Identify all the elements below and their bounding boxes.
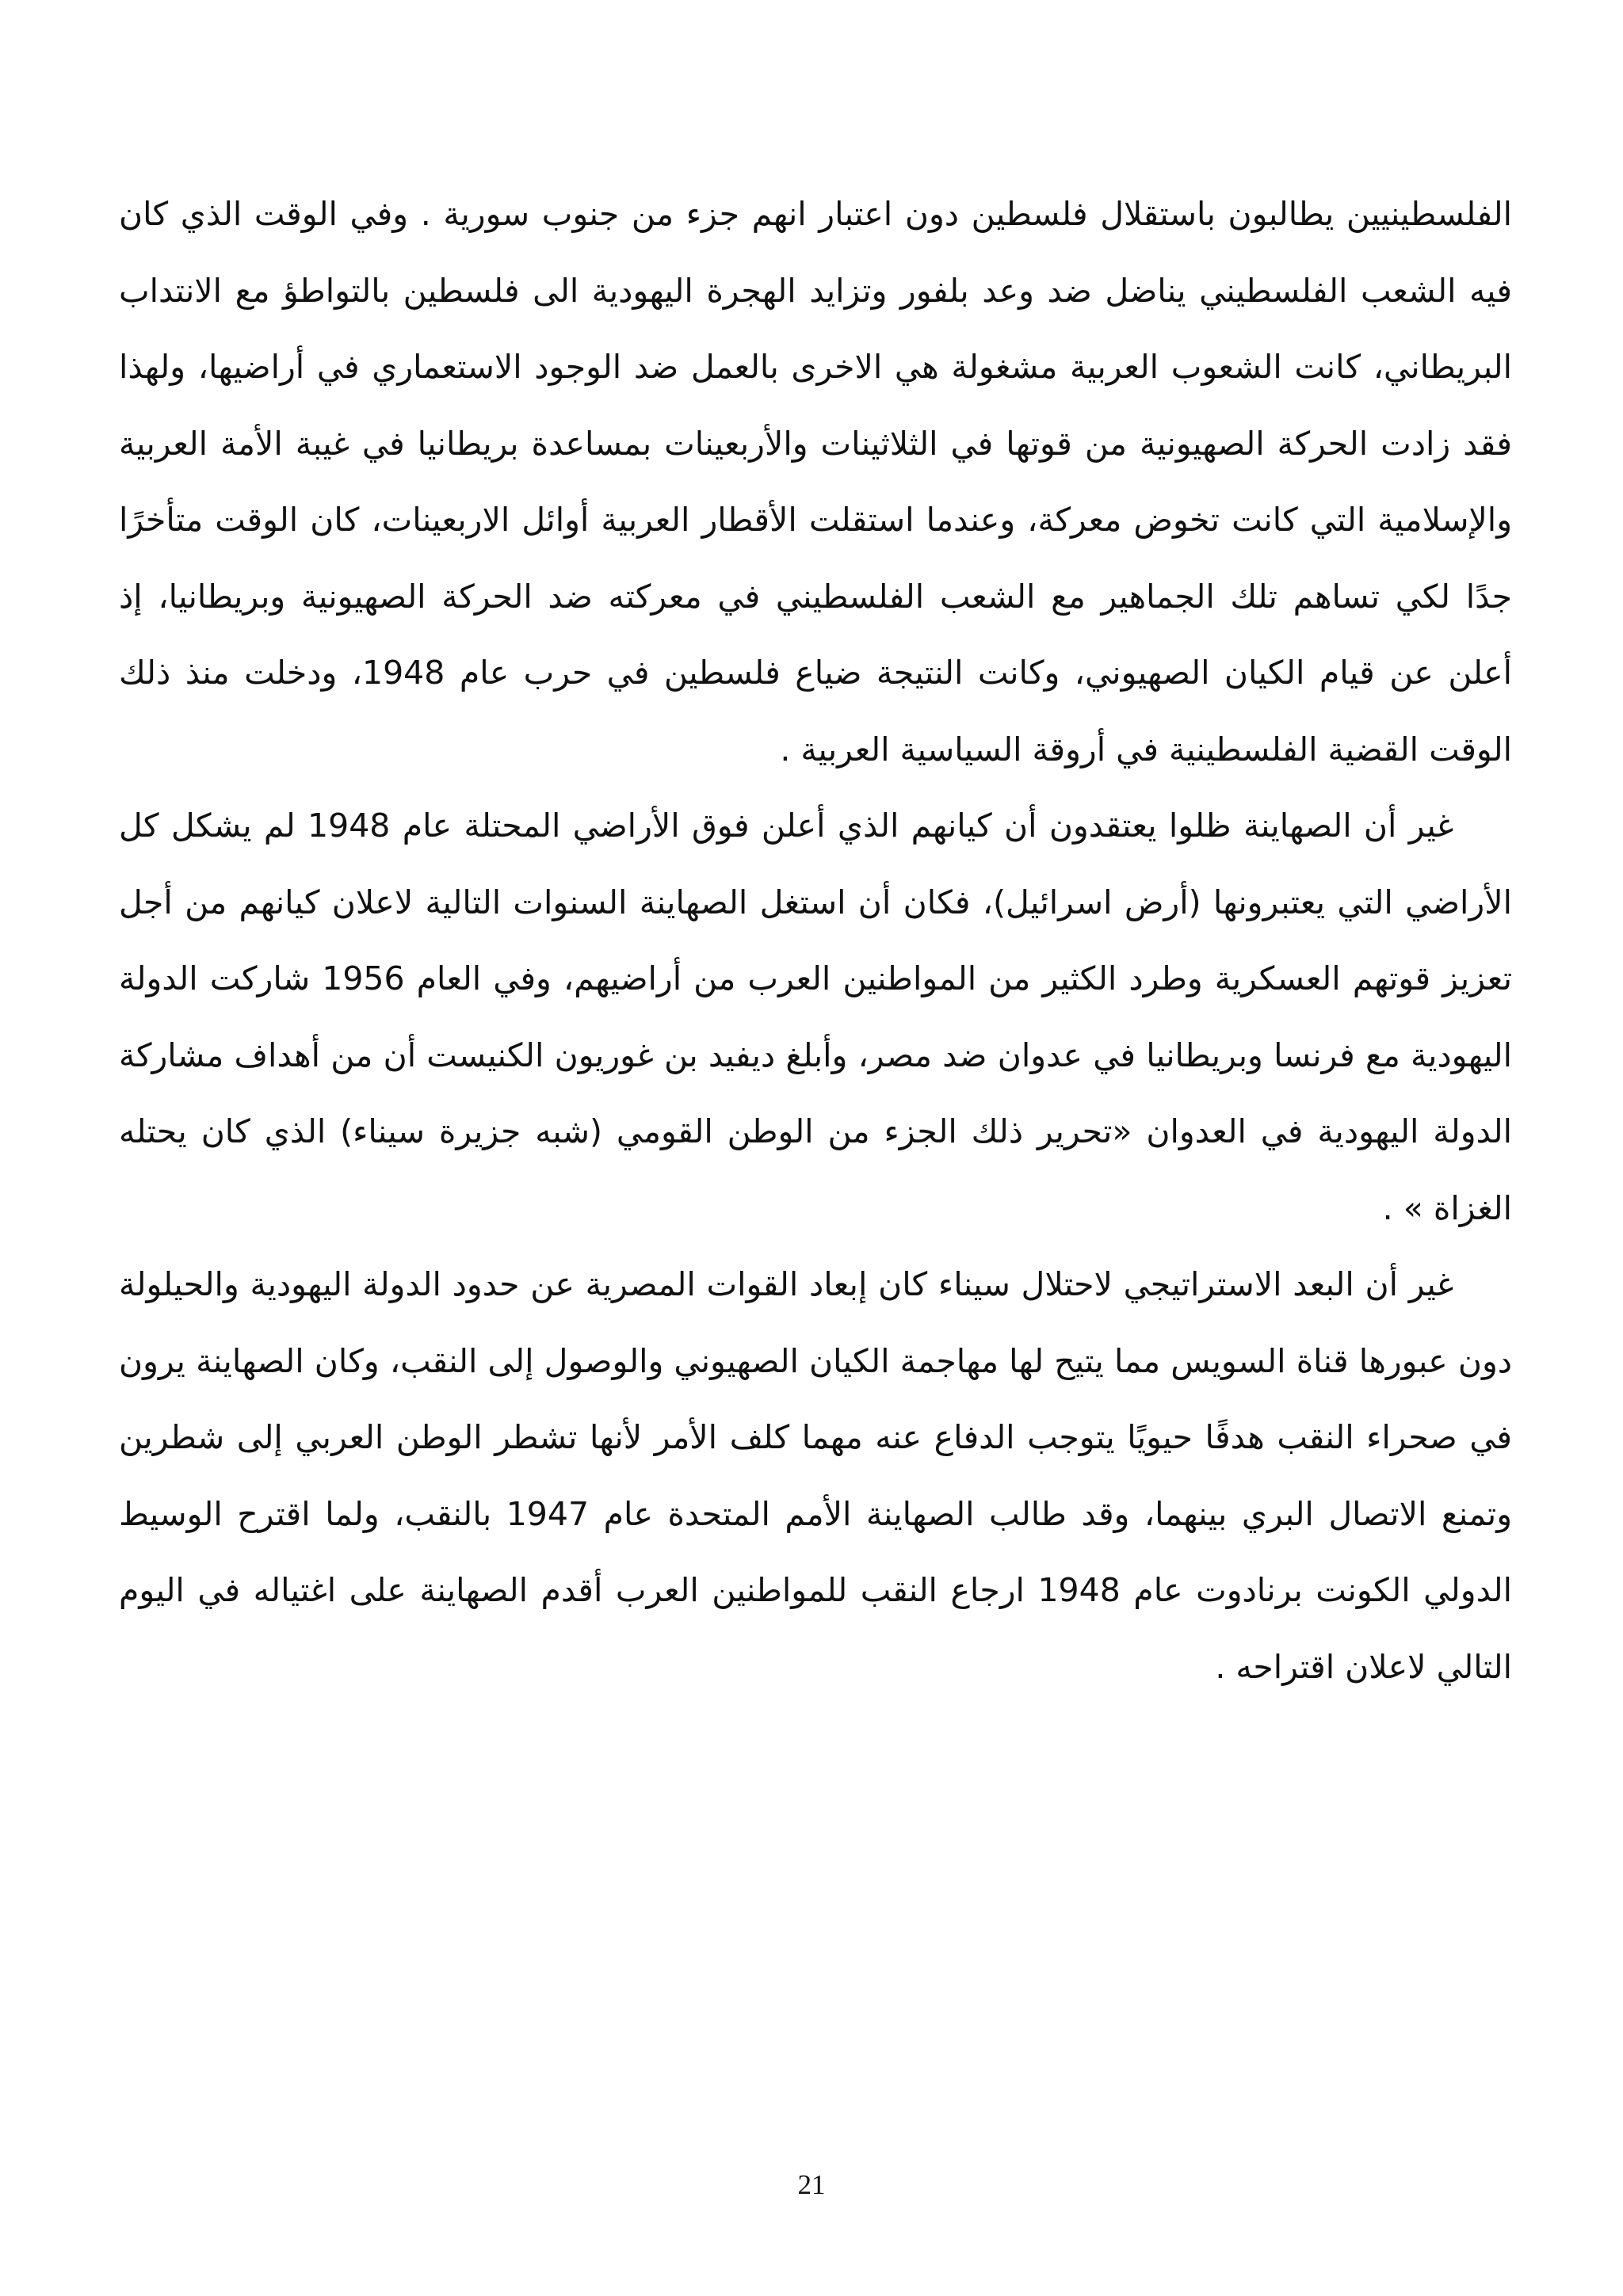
paragraph-2: غير أن الصهاينة ظلوا يعتقدون أن كيانهم الذي أعلن فوق الأراضي المحتلة عام 1948 لم يشكل كل الأراضي التي يعتبرونها (أرض اسرائيل)، فكان أن استغل الصهاينة السنوات التالية لاعلان كيانهم من أجل تعزيز قوتهم العسكرية وطرد الكثير من المواطنين العرب من أراضيهم، وفي العام 1956 شاركت الدولة اليهودية مع فرنسا وبريطانيا في عدوان ضد مصر، وأبلغ ديفيد بن غوريون الكنيست أن من أهداف مشاركة الدولة اليهودية في العدوان «تحرير ذلك الجزء من الوطن القومي (شبه جزيرة سيناء) الذي كان يحتله الغزاة » .	[119, 807, 1513, 1227]
paragraph-3: غير أن البعد الاستراتيجي لاحتلال سيناء كان إبعاد القوات المصرية عن حدود الدولة اليهودية والحيلولة دون عبورها قناة السويس مما يتيح لها مهاجمة الكيان الصهيوني والوصول إلى النقب، وكان الصهاينة يرون في صحراء النقب هدفًا حيويًا يتوجب الدفاع عنه مهما كلف الأمر لأنها تشطر الوطن العربي إلى شطرين وتمنع الاتصال البري بينهما، وقد طالب الصهاينة الأمم المتحدة عام 1947 بالنقب، ولما اقترح الوسيط الدولي الكونت برنادوت عام 1948 ارجاع النقب للمواطنين العرب أقدم الصهاينة على اغتياله في اليوم التالي لاعلان اقتراحه .	[119, 1265, 1512, 1686]
body-text	[119, 176, 1512, 1705]
page-number: 21	[797, 2169, 826, 2200]
paragraph-1: الفلسطينيين يطالبون باستقلال فلسطين دون اعتبار انهم جزء من جنوب سورية . وفي الوقت الذي كان فيه الشعب الفلسطيني يناضل ضد وعد بلفور وتزايد الهجرة اليهودية الى فلسطين بالتواطؤ مع الانتداب البريطاني، كانت الشعوب العربية مشغولة هي الاخرى بالعمل ضد الوجود الاستعماري في أراضيها، ولهذا فقد زادت الحركة الصهيونية من قوتها في الثلاثينات والأربعينات بمساعدة بريطانيا في غيبة الأمة العربية والإسلامية التي كانت تخوض معركة، وعندما استقلت الأقطار العربية أوائل الاربعينات، كان الوقت متأخرًا جدًا لكي تساهم تلك الجماهير مع الشعب الفلسطيني في معركته ضد الحركة الصهيونية وبريطانيا، إذ أعلن عن قيام الكيان الصهيوني، وكانت النتيجة ضياع فلسطين في حرب عام 1948، ودخلت منذ ذلك الوقت القضية الفلسطينية في أروقة السياسية العربية .	[119, 195, 1512, 769]
